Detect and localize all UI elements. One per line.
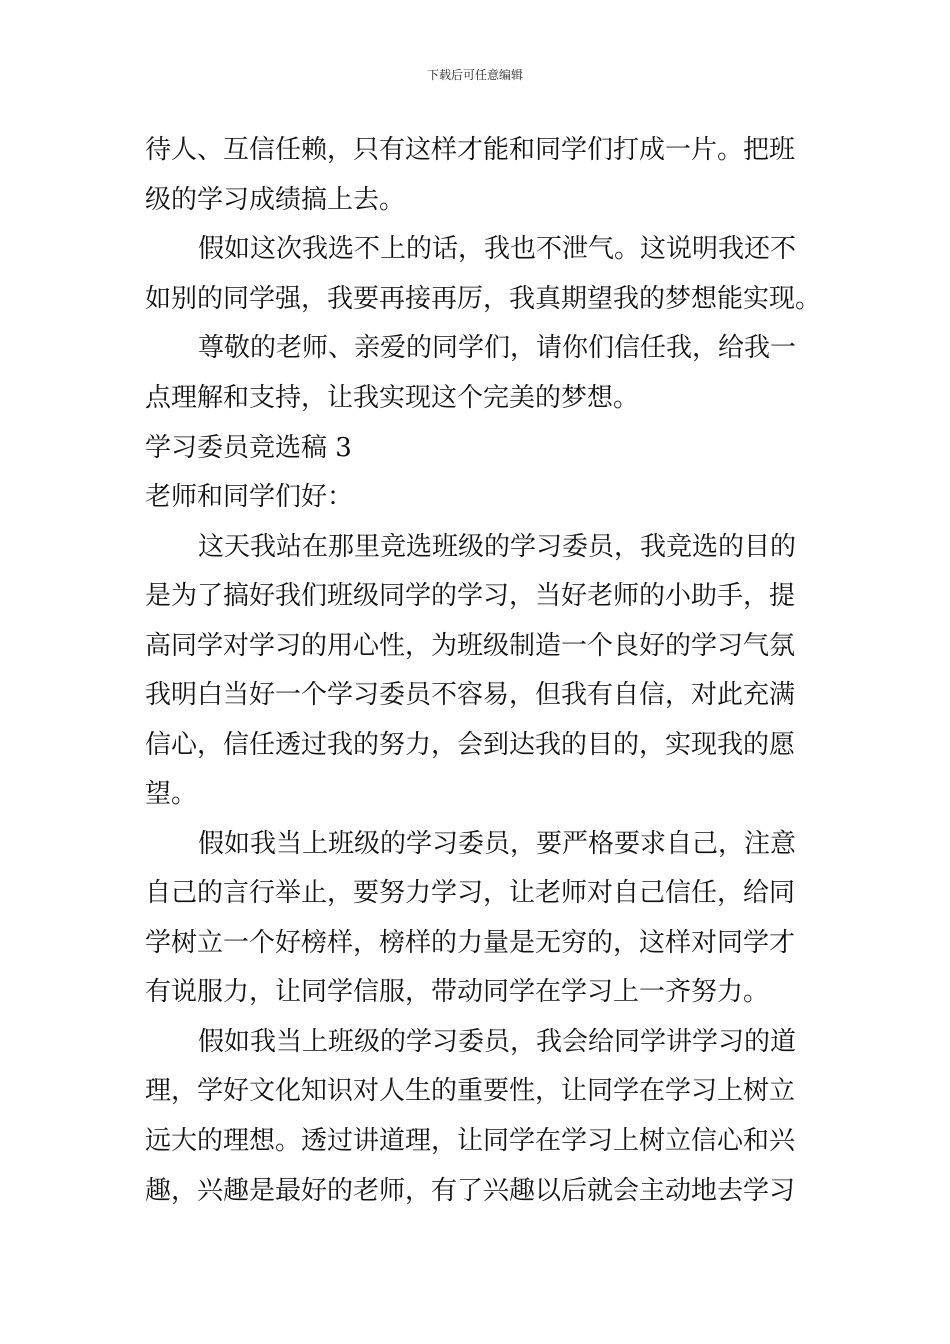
text-line: 是为了搞好我们班级同学的学习，当好老师的小助手，提 — [145, 581, 796, 611]
text-line: 自己的言行举止，要努力学习，让老师对自己信任，给同 — [145, 878, 796, 908]
text-line: 假如我当上班级的学习委员，要严格要求自己，注意 — [198, 829, 797, 859]
text-line: 望。 — [145, 779, 198, 809]
text-line: 学树立一个好榜样，榜样的力量是无穷的，这样对同学才 — [145, 928, 796, 958]
text-line: 如别的同学强，我要再接再厉，我真期望我的梦想能实现。 — [145, 284, 822, 314]
text-line: 这天我站在那里竞选班级的学习委员，我竞选的目的 — [198, 532, 797, 562]
text-line: 待人、互信任赖，只有这样才能和同学们打成一片。把班 — [145, 135, 796, 165]
greeting: 老师和同学们好： — [145, 482, 354, 512]
section-title: 学习委员竞选稿 3 — [145, 433, 352, 463]
text-line: 假如我当上班级的学习委员，我会给同学讲学习的道 — [198, 1027, 797, 1057]
text-line: 尊敬的老师、亲爱的同学们，请你们信任我，给我一 — [198, 333, 797, 363]
text-line: 理，学好文化知识对人生的重要性，让同学在学习上树立 — [145, 1076, 796, 1106]
text-line: 假如这次我选不上的话，我也不泄气。这说明我还不 — [198, 234, 797, 264]
text-line: 趣，兴趣是最好的老师，有了兴趣以后就会主动地去学习 — [145, 1176, 796, 1206]
text-line: 信心，信任透过我的努力，会到达我的目的，实现我的愿 — [145, 730, 796, 760]
page-header: 下载后可任意编辑 — [426, 68, 523, 82]
text-line: 有说服力，让同学信服，带动同学在学习上一齐努力。 — [145, 977, 770, 1007]
text-line: 我明白当好一个学习委员不容易，但我有自信，对此充满 — [145, 680, 796, 710]
text-line: 高同学对学习的用心性，为班级制造一个良好的学习气氛 — [145, 631, 796, 661]
text-line: 远大的理想。透过讲道理，让同学在学习上树立信心和兴 — [145, 1126, 796, 1156]
text-line: 级的学习成绩搞上去。 — [145, 185, 406, 215]
text-line: 点理解和支持，让我实现这个完美的梦想。 — [145, 383, 640, 413]
